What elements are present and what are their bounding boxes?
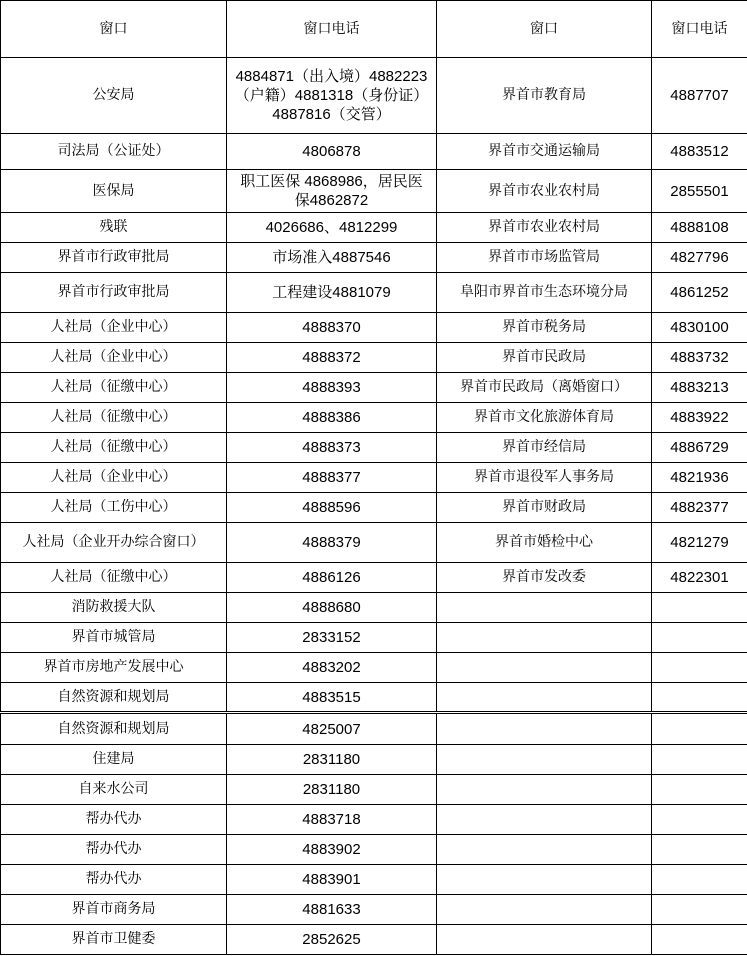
window-phone-right <box>652 653 747 683</box>
window-phone-left: 2831180 <box>227 745 437 775</box>
table-row <box>1 433 747 463</box>
window-phone-right: 4883732 <box>652 343 747 373</box>
window-name-right <box>437 713 652 745</box>
window-phone-left: 4888393 <box>227 373 437 403</box>
window-phone-right: 4888108 <box>652 213 747 243</box>
window-phone-left: 4888370 <box>227 313 437 343</box>
window-name-left: 界首市商务局 <box>1 895 227 925</box>
window-name-left: 界首市城管局 <box>1 623 227 653</box>
window-name-left: 人社局（征缴中心） <box>1 403 227 433</box>
table-row <box>1 373 747 403</box>
window-phone-right <box>652 925 747 955</box>
window-phone-right <box>652 713 747 745</box>
window-name-left: 人社局（企业开办综合窗口） <box>1 523 227 563</box>
window-name-right: 界首市市场监管局 <box>437 243 652 273</box>
window-name-right: 界首市发改委 <box>437 563 652 593</box>
window-name-left: 残联 <box>1 213 227 243</box>
header-phone-right: 窗口电话 <box>652 1 747 58</box>
window-name-left: 界首市房地产发展中心 <box>1 653 227 683</box>
table-row <box>1 713 747 745</box>
window-name-left: 人社局（企业中心） <box>1 463 227 493</box>
window-name-left: 人社局（企业中心） <box>1 343 227 373</box>
window-phone-right <box>652 745 747 775</box>
table-row <box>1 134 747 170</box>
window-name-right: 界首市经信局 <box>437 433 652 463</box>
window-name-right: 界首市农业农村局 <box>437 170 652 213</box>
window-name-right: 界首市税务局 <box>437 313 652 343</box>
window-name-right: 界首市财政局 <box>437 493 652 523</box>
window-name-right <box>437 593 652 623</box>
window-phone-right: 4830100 <box>652 313 747 343</box>
table-row <box>1 403 747 433</box>
window-phone-left: 市场准入4887546 <box>227 243 437 273</box>
window-phone-right: 4883512 <box>652 134 747 170</box>
window-phone-right <box>652 775 747 805</box>
window-phone-left: 4883202 <box>227 653 437 683</box>
window-phone-left: 4888377 <box>227 463 437 493</box>
window-name-left: 公安局 <box>1 58 227 134</box>
window-phone-right: 4861252 <box>652 273 747 313</box>
window-phone-right <box>652 593 747 623</box>
header-window-right: 窗口 <box>437 1 652 58</box>
header-window-left: 窗口 <box>1 1 227 58</box>
window-name-left: 自来水公司 <box>1 775 227 805</box>
table-row <box>1 58 747 134</box>
window-name-left: 帮办代办 <box>1 835 227 865</box>
window-phone-left: 4825007 <box>227 713 437 745</box>
window-name-left: 住建局 <box>1 745 227 775</box>
table-row <box>1 775 747 805</box>
table-row <box>1 895 747 925</box>
window-name-left: 自然资源和规划局 <box>1 683 227 713</box>
table-row <box>1 593 747 623</box>
window-phone-right <box>652 805 747 835</box>
window-phone-left: 4888372 <box>227 343 437 373</box>
window-phone-left: 工程建设4881079 <box>227 273 437 313</box>
window-name-right <box>437 925 652 955</box>
window-name-right: 界首市文化旅游体育局 <box>437 403 652 433</box>
window-phone-right <box>652 835 747 865</box>
window-phone-left: 4886126 <box>227 563 437 593</box>
window-phone-right <box>652 865 747 895</box>
window-phone-left: 4806878 <box>227 134 437 170</box>
window-phone-right: 4882377 <box>652 493 747 523</box>
window-phone-left: 2831180 <box>227 775 437 805</box>
table-row <box>1 463 747 493</box>
window-phone-right: 4821936 <box>652 463 747 493</box>
table-row <box>1 865 747 895</box>
window-name-right: 界首市退役军人事务局 <box>437 463 652 493</box>
window-name-right: 界首市民政局 <box>437 343 652 373</box>
window-phone-left: 4884871（出入境）4882223（户籍）4881318（身份证）4887816（交管） <box>227 58 437 134</box>
window-name-left: 消防救援大队 <box>1 593 227 623</box>
window-name-right <box>437 653 652 683</box>
window-phone-left: 4883718 <box>227 805 437 835</box>
window-name-left: 司法局（公证处） <box>1 134 227 170</box>
window-phone-left: 4883902 <box>227 835 437 865</box>
window-name-left: 帮办代办 <box>1 865 227 895</box>
window-phone-left: 职工医保 4868986，居民医保4862872 <box>227 170 437 213</box>
window-name-left: 人社局（征缴中心） <box>1 373 227 403</box>
window-phone-left: 2833152 <box>227 623 437 653</box>
window-name-left: 界首市行政审批局 <box>1 243 227 273</box>
window-phone-left: 4888596 <box>227 493 437 523</box>
window-phone-left: 4888379 <box>227 523 437 563</box>
window-name-right: 界首市民政局（离婚窗口） <box>437 373 652 403</box>
window-name-right <box>437 805 652 835</box>
window-name-left: 自然资源和规划局 <box>1 713 227 745</box>
table-row <box>1 213 747 243</box>
window-phone-right: 4821279 <box>652 523 747 563</box>
window-phone-right: 4883213 <box>652 373 747 403</box>
table-row <box>1 683 747 713</box>
header-phone-left: 窗口电话 <box>227 1 437 58</box>
table-row <box>1 170 747 213</box>
window-phone-right <box>652 623 747 653</box>
window-name-right <box>437 775 652 805</box>
table-row <box>1 623 747 653</box>
window-name-right: 界首市教育局 <box>437 58 652 134</box>
window-phone-left: 4888386 <box>227 403 437 433</box>
window-phone-left: 4883515 <box>227 683 437 713</box>
window-name-left: 人社局（企业中心） <box>1 313 227 343</box>
window-phone-left: 4026686、4812299 <box>227 213 437 243</box>
window-name-right <box>437 895 652 925</box>
window-phone-right <box>652 683 747 713</box>
window-name-right: 界首市农业农村局 <box>437 213 652 243</box>
window-name-right <box>437 623 652 653</box>
window-phone-right: 4822301 <box>652 563 747 593</box>
table-row <box>1 313 747 343</box>
window-phone-left: 4881633 <box>227 895 437 925</box>
table-row <box>1 653 747 683</box>
table-row <box>1 343 747 373</box>
table-row <box>1 563 747 593</box>
window-name-left: 帮办代办 <box>1 805 227 835</box>
window-name-left: 人社局（征缴中心） <box>1 563 227 593</box>
window-name-left: 医保局 <box>1 170 227 213</box>
window-name-left: 界首市行政审批局 <box>1 273 227 313</box>
table-row <box>1 493 747 523</box>
window-phone-left: 4883901 <box>227 865 437 895</box>
window-phone-right: 4886729 <box>652 433 747 463</box>
window-phone-left: 4888373 <box>227 433 437 463</box>
window-phone-left: 4888680 <box>227 593 437 623</box>
window-phone-right: 4827796 <box>652 243 747 273</box>
window-name-right: 阜阳市界首市生态环境分局 <box>437 273 652 313</box>
window-phone-right: 2855501 <box>652 170 747 213</box>
table-row <box>1 273 747 313</box>
table-row <box>1 523 747 563</box>
window-name-right <box>437 683 652 713</box>
window-name-left: 人社局（工伤中心） <box>1 493 227 523</box>
window-name-right <box>437 865 652 895</box>
window-name-right: 界首市婚检中心 <box>437 523 652 563</box>
table-row <box>1 925 747 955</box>
table-row <box>1 745 747 775</box>
window-phone-right: 4883922 <box>652 403 747 433</box>
table-row <box>1 835 747 865</box>
window-phone-right: 4887707 <box>652 58 747 134</box>
table-row <box>1 805 747 835</box>
window-name-left: 人社局（征缴中心） <box>1 433 227 463</box>
window-name-left: 界首市卫健委 <box>1 925 227 955</box>
window-name-right <box>437 835 652 865</box>
window-phone-right <box>652 895 747 925</box>
window-phone-left: 2852625 <box>227 925 437 955</box>
header-row <box>1 1 747 58</box>
window-name-right: 界首市交通运输局 <box>437 134 652 170</box>
window-name-right <box>437 745 652 775</box>
table-row <box>1 243 747 273</box>
